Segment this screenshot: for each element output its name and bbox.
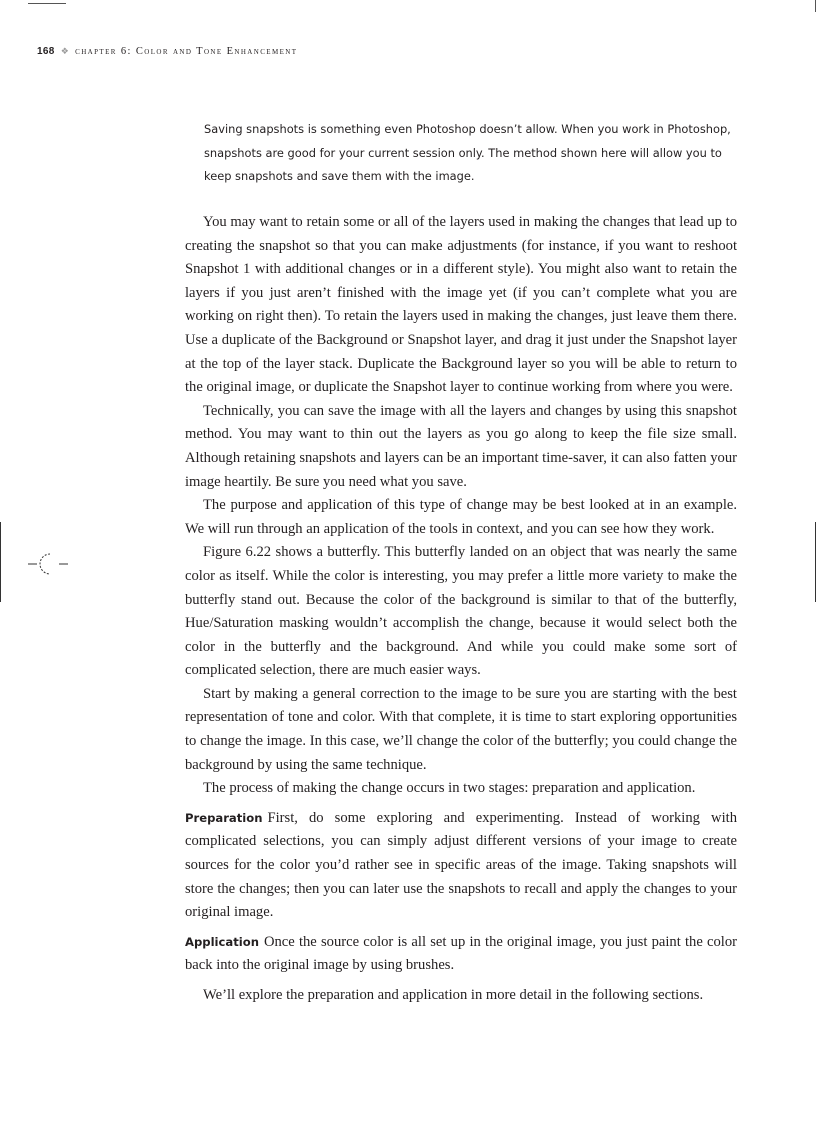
crop-mark-top-left	[28, 3, 66, 4]
paragraph: Start by making a general correction to the image to be sure you are starting with the best representation of tone and color. With that complete, it is time to start exploring opportunities to change the image. In this case, we’ll change the color of the butterfly; you could change the background by using the same technique.	[185, 685, 737, 773]
crop-mark-left	[0, 522, 1, 602]
running-head	[37, 46, 297, 57]
chapter-title: chapter 6: Color and Tone Enhancement	[75, 46, 298, 57]
definition-term: Preparation	[185, 810, 263, 825]
paragraph: You may want to retain some or all of the layers used in making the changes that lead up to creating the snapshot so that you can make adjustments (for instance, if you want to reshoot Snapshot 1 with additional changes or in a different style). You might also want to retain the layers if you just aren’t finished with the image yet (if you can’t complete what you are working on right then). To retain the layers used in making the changes, just leave them there. Use a duplicate of the Background or Snapshot layer, and drag it just under the Snapshot layer at the top of the layer stack. Duplicate the Background layer so you will be able to return to the original image, or duplicate the Snapshot layer to continue working from where you were.	[185, 214, 737, 396]
definition-text: Once the source color is all set up in the original image, you just paint the color back into the original image by using brushes.	[185, 933, 737, 974]
separator-icon: ❖	[60, 46, 70, 56]
paragraph: The purpose and application of this type of change may be best looked at in an example. We will run through an application of the tools in context, and you can see how they work.	[185, 497, 737, 537]
definition-application	[185, 931, 737, 978]
paragraph: Figure 6.22 shows a butterfly. This butterfly landed on an object that was nearly the same color as itself. While the color is interesting, you may prefer a little more variety to make the butterfly stand out. Because the color of the background is similar to that of the butterfly, Hue/Saturation masking wouldn’t accomplish the change, because it would select both the color in the butterfly and the background. And while you could make some sort of complicated selection, there are much easier ways.	[185, 544, 737, 679]
definition-term: Application	[185, 934, 259, 949]
page-number: 168	[37, 46, 55, 57]
body-text	[185, 211, 737, 1008]
paragraph: The process of making the change occurs in two stages: preparation and application.	[203, 780, 696, 797]
definition-preparation	[185, 807, 737, 925]
registration-mark-icon	[28, 552, 68, 576]
paragraph: Technically, you can save the image with all the layers and changes by using this snapshot method. You may want to thin out the layers as you go along to keep the file size small. Although retaining snapshots and layers can be an important time-saver, it can also fatten your image heartily. Be sure you need what you save.	[185, 402, 737, 490]
definition-text: First, do some exploring and experimenting. Instead of working with complicated selections, you can simply adjust different versions of your image to create sources for the color you’d rather see in specific areas of the image. Taking snapshots will store the changes; then you can later use the snapshots to recall and apply the changes to your original image.	[185, 809, 737, 921]
callout-note: Saving snapshots is something even Photoshop doesn’t allow. When you work in Photoshop, snapshots are good for your current session only. The method shown here will allow you to keep snapshots and save them with the image.	[204, 122, 731, 183]
paragraph-closing: We’ll explore the preparation and application in more detail in the following sections.	[203, 987, 704, 1003]
